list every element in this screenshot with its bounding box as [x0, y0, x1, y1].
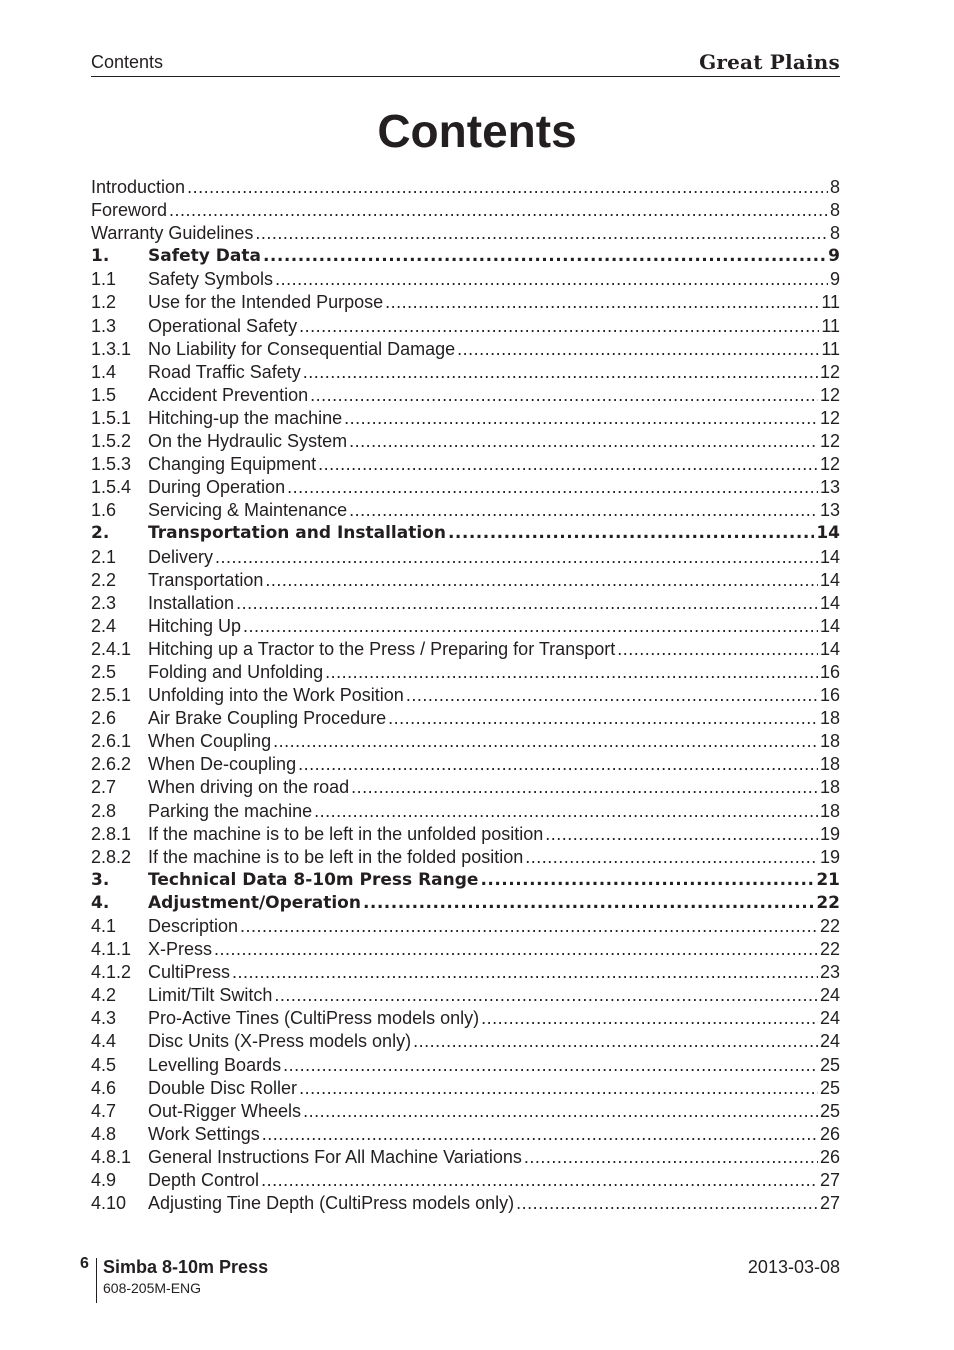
toc-entry[interactable]	[91, 730, 840, 753]
toc-entry-title: Limit/Tilt Switch	[148, 985, 273, 1006]
toc-entry-title: When driving on the road	[148, 777, 350, 798]
toc-entry-title: Hitching up a Tractor to the Press / Preparing for Transport	[148, 638, 616, 659]
toc-entry[interactable]	[91, 338, 840, 361]
toc-entry-page: 8	[829, 200, 840, 221]
toc-entry[interactable]	[91, 800, 840, 823]
toc-entry-title: If the machine is to be left in the unfolded position	[148, 823, 544, 844]
toc-entry[interactable]	[91, 384, 840, 407]
toc-chapter-entry[interactable]	[91, 869, 840, 892]
toc-entry-number: 4.2	[91, 985, 117, 1006]
toc-entry-page: 25	[819, 1077, 840, 1098]
toc-entry-title: Adjusting Tine Depth (CultiPress models only)	[148, 1193, 515, 1214]
toc-dot-leader	[215, 546, 818, 569]
toc-entry-title: No Liability for Consequential Damage	[148, 338, 456, 359]
toc-entry-number: 1.1	[91, 269, 117, 290]
toc-dot-leader	[344, 407, 818, 430]
toc-entry-page: 12	[819, 384, 840, 405]
toc-entry-page: 12	[819, 361, 840, 382]
toc-entry[interactable]	[91, 1030, 840, 1053]
toc-dot-leader	[349, 430, 818, 453]
toc-entry[interactable]	[91, 823, 840, 846]
toc-dot-leader	[232, 961, 818, 984]
toc-entry-number: 4.1.1	[91, 939, 132, 960]
toc-dot-leader	[240, 915, 818, 938]
toc-entry-page: 18	[819, 777, 840, 798]
toc-entry-title: Depth Control	[148, 1170, 260, 1191]
toc-entry-page: 27	[819, 1170, 840, 1191]
toc-dot-leader	[388, 707, 818, 730]
toc-entry-page: 13	[819, 477, 840, 498]
toc-dot-leader	[283, 1054, 818, 1077]
toc-chapter-entry[interactable]	[91, 892, 840, 915]
toc-entry-page: 19	[819, 846, 840, 867]
toc-entry-number: 2.6	[91, 708, 117, 729]
toc-entry-title: Transportation and Installation	[148, 523, 446, 544]
toc-entry-page: 14	[819, 638, 840, 659]
toc-entry[interactable]	[91, 1007, 840, 1030]
toc-entry-number: 4.10	[91, 1193, 127, 1214]
toc-entry-number: 4.6	[91, 1077, 117, 1098]
toc-entry-number: 2.7	[91, 777, 117, 798]
toc-entry-title: Hitching Up	[148, 615, 242, 636]
toc-entry[interactable]	[91, 499, 840, 522]
toc-entry[interactable]	[91, 176, 840, 199]
toc-entry-number: 2.8.1	[91, 823, 132, 844]
toc-entry[interactable]	[91, 984, 840, 1007]
toc-dot-leader	[261, 1169, 818, 1192]
toc-entry-number: 4.7	[91, 1100, 117, 1121]
toc-entry-title: General Instructions For All Machine Variations	[148, 1146, 522, 1167]
toc-entry-page: 12	[819, 407, 840, 428]
toc-dot-leader	[214, 938, 818, 961]
toc-entry-title: When Coupling	[148, 731, 272, 752]
toc-entry[interactable]	[91, 915, 840, 938]
toc-dot-leader	[287, 476, 818, 499]
toc-entry-title: Disc Units (X-Press models only)	[148, 1031, 412, 1052]
toc-entry-title: Transportation	[148, 569, 264, 590]
toc-entry-page: 22	[819, 939, 840, 960]
toc-entry-page: 27	[819, 1193, 840, 1214]
toc-entry[interactable]	[91, 1077, 840, 1100]
toc-entry-page: 16	[819, 685, 840, 706]
toc-entry-number: 2.6.2	[91, 754, 132, 775]
toc-entry-number: 2.3	[91, 592, 117, 613]
toc-entry[interactable]	[91, 361, 840, 384]
toc-entry-number: 4.1.2	[91, 962, 132, 983]
toc-entry-title: Safety Data	[148, 246, 261, 267]
header-section-label: Contents	[91, 52, 164, 72]
toc-dot-leader	[351, 776, 818, 799]
toc-entry[interactable]	[91, 199, 840, 222]
toc-entry-title: On the Hydraulic System	[148, 431, 348, 452]
toc-entry[interactable]	[91, 546, 840, 569]
toc-entry-title: Out-Rigger Wheels	[148, 1100, 302, 1121]
toc-entry-number: 1.6	[91, 500, 117, 521]
toc-entry-page: 12	[819, 431, 840, 452]
toc-entry-number: 1.5.2	[91, 431, 132, 452]
toc-entry-title: Work Settings	[148, 1123, 260, 1144]
toc-entry[interactable]	[91, 707, 840, 730]
toc-entry[interactable]	[91, 430, 840, 453]
toc-entry-page: 25	[819, 1054, 840, 1075]
toc-entry[interactable]	[91, 268, 840, 291]
toc-entry-page: 14	[819, 592, 840, 613]
toc-entry-page: 14	[819, 569, 840, 590]
toc-entry-title: When De-coupling	[148, 754, 297, 775]
toc-entry-title: If the machine is to be left in the folded position	[148, 846, 524, 867]
toc-dot-leader	[303, 361, 818, 384]
toc-entry[interactable]	[91, 1054, 840, 1077]
toc-entry-number: 4.8.1	[91, 1146, 132, 1167]
toc-dot-leader	[299, 1077, 818, 1100]
toc-entry-title: Foreword	[91, 200, 168, 221]
toc-entry-page: 14	[816, 523, 840, 544]
toc-entry[interactable]	[91, 1123, 840, 1146]
toc-entry-page: 24	[819, 1008, 840, 1029]
toc-entry-number: 1.3.1	[91, 338, 132, 359]
toc-entry[interactable]	[91, 638, 840, 661]
toc-entry[interactable]	[91, 615, 840, 638]
toc-entry-number: 1.4	[91, 361, 117, 382]
toc-entry-page: 26	[819, 1146, 840, 1167]
toc-entry[interactable]	[91, 961, 840, 984]
toc-entry-title: Delivery	[148, 546, 214, 567]
toc-entry-title: Warranty Guidelines	[91, 223, 254, 244]
toc-entry-number: 4.4	[91, 1031, 117, 1052]
toc-dot-leader	[406, 684, 818, 707]
toc-entry[interactable]	[91, 407, 840, 430]
toc-entry-page: 19	[819, 823, 840, 844]
toc-entry[interactable]	[91, 938, 840, 961]
toc-entry[interactable]	[91, 476, 840, 499]
toc-entry[interactable]	[91, 453, 840, 476]
toc-dot-leader	[255, 222, 828, 245]
table-of-contents	[91, 176, 840, 1215]
toc-dot-leader	[299, 315, 819, 338]
toc-entry-page: 24	[819, 985, 840, 1006]
toc-dot-leader	[516, 1192, 818, 1215]
toc-dot-leader	[265, 569, 818, 592]
toc-entry-number: 1.5	[91, 384, 117, 405]
toc-entry-number: 4.	[91, 892, 110, 913]
toc-entry-number: 1.5.3	[91, 454, 132, 475]
toc-dot-leader	[273, 730, 818, 753]
toc-entry-number: 2.2	[91, 569, 117, 590]
toc-entry-page: 14	[819, 615, 840, 636]
toc-entry-number: 2.5.1	[91, 685, 132, 706]
toc-dot-leader	[243, 615, 818, 638]
toc-entry[interactable]	[91, 1100, 840, 1123]
page-header	[91, 50, 840, 77]
toc-entry-title: Operational Safety	[148, 315, 298, 336]
toc-entry-title: Technical Data 8-10m Press Range	[148, 869, 479, 890]
toc-entry[interactable]	[91, 569, 840, 592]
toc-entry-title: Road Traffic Safety	[148, 361, 301, 382]
toc-entry-title: Levelling Boards	[148, 1054, 282, 1075]
toc-entry-title: Introduction	[91, 177, 186, 197]
toc-dot-leader	[263, 245, 826, 268]
toc-entry-number: 2.	[91, 523, 110, 544]
toc-entry-page: 18	[819, 754, 840, 775]
toc-dot-leader	[617, 638, 818, 661]
toc-entry[interactable]	[91, 753, 840, 776]
toc-entry[interactable]	[91, 222, 840, 245]
toc-entry-number: 3.	[91, 869, 110, 890]
toc-dot-leader	[349, 499, 818, 522]
toc-entry-page: 14	[819, 546, 840, 567]
toc-entry-page: 22	[819, 916, 840, 936]
toc-entry-title: Use for the Intended Purpose	[148, 292, 384, 313]
toc-dot-leader	[275, 268, 828, 291]
toc-entry[interactable]	[91, 1146, 840, 1169]
toc-entry-number: 2.1	[91, 546, 117, 567]
toc-entry[interactable]	[91, 661, 840, 684]
brand-logo: Great Plains	[699, 50, 840, 74]
toc-dot-leader	[325, 661, 818, 684]
toc-dot-leader	[262, 1123, 818, 1146]
toc-entry-number: 1.3	[91, 315, 117, 336]
toc-entry-page: 8	[829, 223, 840, 244]
toc-entry-number: 4.5	[91, 1054, 117, 1075]
toc-entry-title: Accident Prevention	[148, 384, 309, 405]
toc-entry-page: 25	[819, 1100, 840, 1121]
toc-dot-leader	[481, 1007, 818, 1030]
toc-entry-page: 13	[819, 500, 840, 521]
toc-entry-page: 12	[819, 454, 840, 475]
toc-dot-leader	[413, 1030, 818, 1053]
toc-entry-page: 9	[829, 269, 840, 290]
toc-entry-number: 1.5.4	[91, 477, 132, 498]
toc-entry[interactable]	[91, 1169, 840, 1192]
footer-page-number: 6	[80, 1255, 89, 1272]
toc-entry-page: 26	[819, 1123, 840, 1144]
toc-entry-page: 22	[816, 892, 840, 913]
toc-entry-page: 23	[819, 962, 840, 983]
toc-dot-leader	[310, 384, 818, 407]
toc-entry-page: 9	[828, 246, 840, 267]
toc-dot-leader	[363, 892, 814, 915]
toc-dot-leader	[314, 800, 818, 823]
toc-entry-title: Hitching-up the machine	[148, 407, 343, 428]
toc-dot-leader	[480, 869, 814, 892]
toc-entry-number: 2.8	[91, 800, 117, 821]
toc-entry-title: Parking the machine	[148, 800, 313, 821]
toc-entry-title: Folding and Unfolding	[148, 661, 324, 682]
toc-entry-number: 2.6.1	[91, 731, 132, 752]
page-title: Contents	[377, 105, 577, 157]
toc-entry-number: 1.	[91, 246, 110, 267]
toc-entry[interactable]	[91, 291, 840, 314]
toc-entry-title: X-Press	[148, 939, 213, 960]
toc-entry-title: Unfolding into the Work Position	[148, 685, 404, 706]
toc-entry-page: 21	[816, 869, 840, 890]
toc-entry-page: 11	[821, 338, 840, 359]
toc-entry[interactable]	[91, 684, 840, 707]
toc-entry[interactable]	[91, 846, 840, 869]
toc-dot-leader	[169, 199, 828, 222]
toc-dot-leader	[318, 453, 818, 476]
toc-chapter-entry[interactable]	[91, 522, 840, 545]
toc-entry-number: 1.2	[91, 292, 117, 313]
toc-entry-number: 1.5.1	[91, 407, 132, 428]
toc-entry[interactable]	[91, 1192, 840, 1215]
toc-entry-title: Adjustment/Operation	[148, 892, 361, 913]
toc-entry-number: 2.4.1	[91, 638, 132, 659]
toc-entry-title: Safety Symbols	[148, 269, 274, 290]
toc-entry[interactable]	[91, 315, 840, 338]
toc-entry-title: Double Disc Roller	[148, 1077, 298, 1098]
toc-entry-number: 4.1	[91, 916, 117, 936]
toc-entry[interactable]	[91, 592, 840, 615]
toc-entry-title: During Operation	[148, 477, 286, 498]
toc-entry-title: Description	[148, 916, 239, 936]
toc-entry-page: 24	[819, 1031, 840, 1052]
toc-entry-number: 4.3	[91, 1008, 117, 1029]
footer-date: 2013-03-08	[747, 1257, 840, 1277]
toc-dot-leader	[524, 1146, 818, 1169]
toc-entry-number: 4.8	[91, 1123, 117, 1144]
toc-entry-number: 2.8.2	[91, 846, 132, 867]
footer-product-name: Simba 8-10m Press	[103, 1257, 269, 1277]
toc-dot-leader	[274, 984, 818, 1007]
toc-entry-page: 18	[819, 731, 840, 752]
toc-dot-leader	[236, 592, 818, 615]
toc-entry-title: Servicing & Maintenance	[148, 500, 348, 521]
footer-doc-code: 608-205M-ENG	[103, 1280, 202, 1296]
toc-dot-leader	[525, 846, 818, 869]
toc-entry[interactable]	[91, 776, 840, 799]
toc-dot-leader	[545, 823, 818, 846]
toc-dot-leader	[303, 1100, 818, 1123]
toc-dot-leader	[448, 522, 814, 545]
toc-entry-page: 11	[821, 292, 840, 313]
toc-entry-title: Air Brake Coupling Procedure	[148, 708, 387, 729]
toc-entry-number: 2.5	[91, 661, 117, 682]
footer-divider	[96, 1258, 97, 1303]
toc-dot-leader	[385, 291, 819, 314]
toc-entry-title: Pro-Active Tines (CultiPress models only)	[148, 1008, 480, 1029]
toc-dot-leader	[457, 338, 819, 361]
toc-entry-title: Installation	[148, 592, 235, 613]
page-footer	[0, 1255, 954, 1305]
toc-entry-page: 8	[829, 177, 840, 197]
toc-entry-number: 2.4	[91, 615, 117, 636]
toc-dot-leader	[298, 753, 818, 776]
toc-entry-page: 18	[819, 708, 840, 729]
toc-entry-title: CultiPress	[148, 962, 231, 983]
toc-entry-title: Changing Equipment	[148, 454, 317, 475]
toc-dot-leader	[187, 176, 828, 199]
toc-entry-number: 4.9	[91, 1170, 117, 1191]
toc-entry-page: 18	[819, 800, 840, 821]
toc-chapter-entry[interactable]	[91, 245, 840, 268]
toc-entry-page: 16	[819, 661, 840, 682]
toc-entry-page: 11	[821, 315, 840, 336]
